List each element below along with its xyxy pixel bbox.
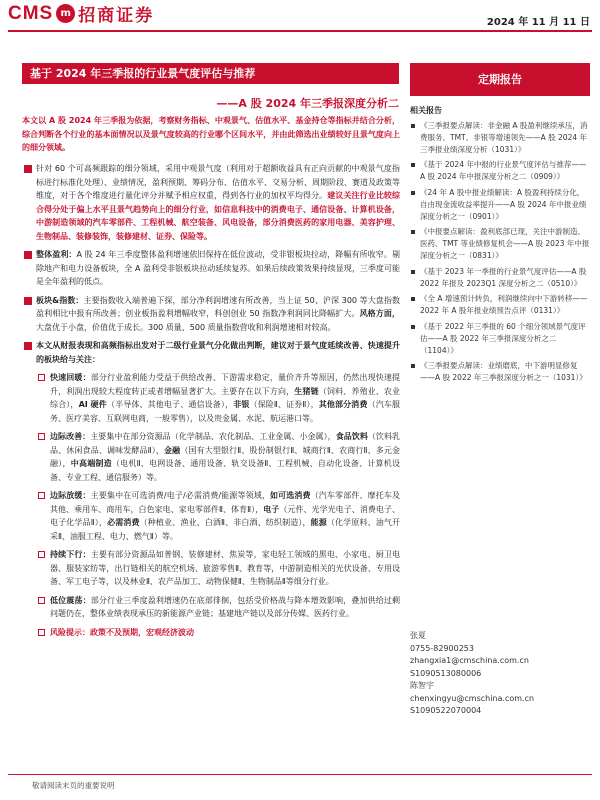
- report-type-badge: 定期报告: [410, 63, 590, 96]
- paragraph-text: 能源: [310, 518, 327, 527]
- related-report-item[interactable]: 《基于 2022 年三季报的 60 个细分领域景气度评估——A 股 2022 年三季报深度分析之二（1104）》: [410, 321, 590, 356]
- paragraph-text: 板块&指数：: [36, 295, 84, 305]
- author-license: S1090522070004: [410, 706, 482, 715]
- report-date: 2024 年 11 月 11 日: [486, 17, 590, 28]
- sub-bullet-paragraph: [22, 371, 400, 425]
- paragraph-text: 本文从财报表现和高频指标出发对于二级行业景气分化做出判断，建议对于景气度延续改善、快速提升的板块给与关注：: [36, 341, 400, 364]
- paragraph-text: 电子: [263, 504, 280, 514]
- bullet-paragraph: [22, 248, 400, 289]
- author-info: [410, 630, 590, 718]
- bullet-paragraph: [22, 162, 400, 243]
- paragraph-text: （元件、光学光电子、消费电子、电子化学品Ⅱ），: [50, 504, 401, 527]
- related-report-item[interactable]: 《24 年 A 股中报业绩解读：A 股盈利持续分化，自由现金流收益率提升——A 股 2024 年中报业绩深度分析之一（0901）》: [410, 187, 590, 222]
- related-reports-list: [410, 120, 590, 384]
- paragraph-text: 非银: [233, 400, 250, 409]
- paragraph-text: （化学制品、农化制品、工业金属、小金属），: [170, 432, 336, 441]
- paragraph-text: 其他部分消费: [318, 400, 368, 409]
- square-bullet-icon: [24, 251, 32, 259]
- paragraph-text: 边际放缓：: [50, 491, 91, 500]
- square-bullet-icon: [24, 297, 32, 305]
- logo-en: CMS: [8, 2, 54, 24]
- header-divider: [8, 30, 592, 32]
- paragraph-text: 金融: [164, 445, 181, 455]
- bullet-paragraph: [22, 294, 400, 335]
- abstract: 本文以 A 股 2024 年三季报为依据，考察财务指标、中观景气、估值水平、基金持仓等指标并结合分析，综合判断各个行业的基本面情况以及景气度较高的行业哪个区间水平，并由此筛选出业绩较好且景气度向上的细分领域。: [22, 116, 400, 152]
- footer-note: 敬请阅读末页的重要说明: [32, 781, 115, 790]
- sidebar: [410, 63, 590, 384]
- sub-bullet-paragraph: [22, 626, 400, 640]
- paragraph-text: （半导体、其他电子、通信设备），: [106, 400, 234, 409]
- paragraph-text: （国有大型银行Ⅱ、股份制银行Ⅱ、城商行Ⅱ、农商行Ⅱ、多元金融），: [50, 445, 401, 468]
- paragraph-text: 大盘优于小盘，价值优于成长。300 质量、500 质量指数营收和利润增速相对较高。: [36, 322, 336, 332]
- related-report-item[interactable]: 《三季报要点解读：业绩磨底，中下游明显修复——A 股 2022 年三季报深度分析之一（1031）》: [410, 360, 590, 384]
- sub-bullet-paragraph: [22, 430, 400, 484]
- paragraph-text: 部分行业盈利能力受益于供给改善、下游需求稳定，量价齐升等原因，仍然出现快速提升，利润出现较大程度转正或者增幅显著扩大。主要存在以下方向，: [50, 373, 401, 396]
- related-report-item[interactable]: 《全 A 增速预计转负，利润继续向中下游转移——2022 年 A 股年报业绩预告点评（0131）》: [410, 293, 590, 317]
- paragraph-text: （种植业、渔业、白酒Ⅱ、非白酒、纺织制造），: [139, 518, 311, 527]
- related-report-item[interactable]: 《三季报要点解读：非金融 A 股盈利继续承压，消费服务、TMT、非银等增速领先——A 股 2024 年三季报业绩深度分析（1031）》: [410, 120, 590, 155]
- paragraph-text: 低位震荡：: [50, 595, 91, 605]
- report-title: 基于 2024 年三季报的行业景气度评估与推荐: [22, 63, 399, 84]
- paragraph-text: 必需消费: [107, 518, 140, 527]
- author-email[interactable]: chenxingyu@cmschina.com.cn: [410, 693, 535, 703]
- author-name: 陈智宇: [410, 681, 434, 690]
- author-name: 张夏: [410, 631, 426, 640]
- paragraph-text: 整体盈利：: [36, 250, 77, 259]
- author-email[interactable]: zhangxia1@cmschina.com.cn: [410, 656, 529, 665]
- paragraph-text: （化学原料、油气开采Ⅱ、油服工程、电力、燃气Ⅱ）等。: [50, 518, 401, 541]
- hollow-square-bullet-icon: [38, 433, 45, 440]
- footer-divider: [8, 774, 592, 775]
- paragraph-text: 建议关注行业比较综合得分处于偏上水平且景气趋势向上的细分行业，如信息科技中的消费电子、通信设备、计算机设备，中游制造领域的汽车零部件、工程机械、航空装备、风电设备，部分消费医药的家用电器、美容护理、生物制品、装修装饰，装修建材、证券、保险等。: [36, 191, 401, 241]
- hollow-square-bullet-icon: [38, 374, 45, 381]
- related-report-item[interactable]: 《中报要点解读：盈利底部已现，关注中游制造、医药、TMT 等业绩修复机会——A 股 2023 年中报深度分析之一（0831）》: [410, 226, 590, 261]
- hollow-square-bullet-icon: [38, 551, 45, 558]
- logo-cn: 招商证券: [78, 6, 155, 26]
- paragraph-text: 如可选消费: [269, 491, 311, 500]
- hollow-square-bullet-icon: [38, 492, 45, 499]
- sub-bullet-paragraph: [22, 548, 400, 589]
- paragraph-text: 持续下行：: [50, 550, 91, 559]
- paragraph-text: A 股 24 年三季度整体盈利增速依旧保持在低位波动，受非银板块拉动，降幅有所收窄。剔除地产和电力设备板块，全 A 盈利受非银板块拉动延续复苏。如果后续政策效果持续显现，三季度可能是全年盈利的低点。: [36, 250, 401, 286]
- paragraph-text: 快速回暖：: [50, 373, 91, 382]
- company-logo: [8, 1, 154, 26]
- paragraph-text: 风险提示：政策不及预期，宏观经济波动: [50, 627, 194, 637]
- paragraph-text: 主要集中在部分资源品: [90, 432, 171, 441]
- body-paragraphs: [22, 162, 400, 644]
- paragraph-text: 部分行业三季度盈利增速仍在底部徘徊，包括受价格战与降本增效影响，叠加供给过剩问题仍在，整体业绩表现承压的新能源产业链；基建地产链以及部分传媒、医药行业。: [50, 595, 401, 618]
- related-report-item[interactable]: 《基于 2024 年中报的行业景气度评估与推荐——A 股 2024 年中报深度分析之二（0909）》: [410, 159, 590, 183]
- square-bullet-icon: [24, 165, 32, 173]
- paragraph-text: 主要集中在可选消费/电子/必需消费/能源等领域，: [90, 491, 270, 500]
- bullet-paragraph: [22, 339, 400, 366]
- paragraph-text: 主要有部分资源品如普钢、装修建材、焦炭等，家电轻工领域的黑电、小家电、厨卫电器、服装家纺等，出行链相关的航空机场、旅游零售Ⅱ、教育等，中游制造相关的光伏设备、专用设备、军工电子等，以及林业Ⅱ、农产品加工、动物保健Ⅱ、生物制品Ⅱ等细分行业。: [50, 550, 401, 586]
- paragraph-text: AI 硬件: [78, 400, 107, 409]
- hollow-square-bullet-icon: [38, 629, 45, 636]
- paragraph-text: （汽车服务、医疗美容、互联网电商，一般零售），以及贵金属、水泥、航运港口等。: [50, 400, 401, 423]
- paragraph-text: （保险Ⅱ、证券Ⅱ），: [249, 400, 319, 409]
- author-phone: 0755-82900253: [410, 643, 474, 653]
- paragraph-text: 食品饮料: [335, 432, 368, 441]
- paragraph-text: （电机Ⅱ、电网设备、通用设备、轨交设备Ⅱ、工程机械、自动化设备、计算机设备、专业工程、通信服务）等。: [50, 459, 401, 482]
- paragraph-text: 生猪链: [294, 386, 319, 396]
- paragraph-text: 风格方面，: [359, 309, 401, 318]
- square-bullet-icon: [24, 342, 32, 350]
- paragraph-text: 针对 60 个可高频跟踪的细分领域，采用中观景气度（利用对于超额收益具有正向贡献的中观景气度指标进行标准化处理）、业绩情况，盈利预期、筹码分布、估值水平、交易分析、周期阶段、赛道及政策等维度，对于各个维度进行量化评分并赋予相应权重，得到各行业的加权平均得分。: [36, 164, 400, 200]
- sub-bullet-paragraph: [22, 489, 400, 543]
- sub-bullet-paragraph: [22, 594, 400, 621]
- paragraph-text: （饲料、养殖业、农业综合），: [50, 386, 401, 409]
- hollow-square-bullet-icon: [38, 597, 45, 604]
- paragraph-text: 主要指数收入端普遍下探，部分净利润增速有所改善，当上证 50、沪深 300 等大盘指数盈利相比中报有所改善；创业板指盈利增幅收窄，科创创业 50 指数净利润同比降幅扩大。: [36, 295, 400, 318]
- author-license: S1090513080006: [410, 668, 482, 678]
- logo-mark-icon: m: [56, 4, 75, 23]
- page-header: [0, 0, 600, 32]
- related-report-item[interactable]: 《基于 2023 年一季报的行业景气度评估——A 股 2022 年报及 2023Q1 深度分析之二（0510）》: [410, 266, 590, 290]
- paragraph-text: （汽车零部件、摩托车及其他、乘用车、商用车，白色家电、家电零部件Ⅱ、体育Ⅱ），: [50, 491, 400, 514]
- paragraph-text: 边际改善：: [50, 432, 91, 441]
- paragraph-text: （饮料乳品、休闲食品、调味发酵品Ⅱ），: [50, 432, 401, 455]
- paragraph-text: 中高端制造: [70, 459, 112, 468]
- report-subtitle: ——A 股 2024 年三季报深度分析二: [216, 97, 399, 110]
- related-reports-heading: 相关报告: [410, 106, 442, 115]
